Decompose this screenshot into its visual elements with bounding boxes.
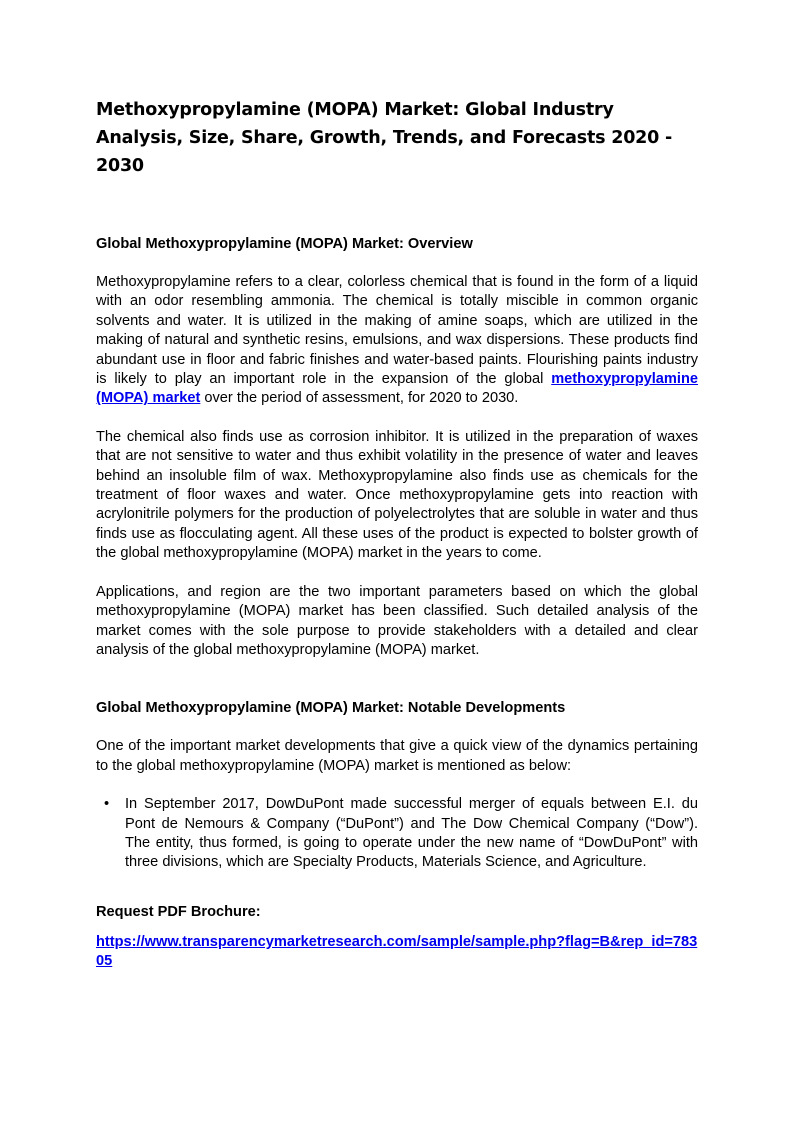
overview-paragraph-1-text-start: Methoxypropylamine refers to a clear, colorless chemical that is found in the form of a liquid with an odor resembling ammonia. The chemical is totally miscible in common organic solvents and water. It is utilized in the making of amine soaps, which are utilized in the making of natural and synthetic resins, emulsions, and wax dispersions. These products find abundant use in floor and fabric finishes and water-based paints. Flourishing paints industry is likely to play an important role in the expansion of the global	[96, 274, 698, 388]
document-page	[96, 96, 698, 972]
mopa-market-link[interactable]: methoxypropylamine (MOPA) market	[96, 371, 698, 407]
brochure-link[interactable]: https://www.transparencymarketresearch.com/sample/sample.php?flag=B&rep_id=78305	[96, 933, 698, 970]
list-item-text: In September 2017, DowDuPont made successful merger of equals between E.I. du Pont de Nemours & Company (“DuPont”) and The Dow Chemical Company (“Dow”). The entity, thus formed, is going to operate under the new name of “DowDuPont” with three divisions, which are Specialty Products, Materials Science, and Agriculture.	[125, 796, 698, 871]
list-item	[96, 795, 698, 873]
overview-paragraph-1-text-end: over the period of assessment, for 2020 to 2030.	[200, 390, 519, 407]
overview-paragraph-2: The chemical also finds use as corrosion inhibitor. It is utilized in the preparation of waxes that are not sensitive to water and thus exhibit volatility in the presence of water and leaves behind an insoluble film of wax. Methoxypropylamine also finds use as chemicals for the treatment of floor waxes and water. Once methoxypropylamine gets into reaction with acrylonitrile polymers for the production of polyelectrolytes that are soluble in water and thus finds use as flocculating agent. All these uses of the product is expected to bolster growth of the global methoxypropylamine (MOPA) market in the years to come.	[96, 428, 698, 562]
overview-paragraph-3: Applications, and region are the two important parameters based on which the global methoxypropylamine (MOPA) market has been classified. Such detailed analysis of the market comes with the sole purpose to provide stakeholders with a detailed and clear analysis of the global methoxypropylamine (MOPA) market.	[96, 583, 698, 658]
developments-heading: Global Methoxypropylamine (MOPA) Market: Notable Developments	[96, 700, 566, 717]
brochure-label: Request PDF Brochure:	[96, 903, 261, 920]
bullet-icon: •	[104, 796, 110, 813]
developments-list	[96, 795, 698, 873]
overview-heading: Global Methoxypropylamine (MOPA) Market: Overview	[96, 236, 473, 252]
overview-paragraph-1	[96, 273, 698, 409]
document-title: Methoxypropylamine (MOPA) Market: Global Industry Analysis, Size, Share, Growth, Trends, and Forecasts 2020 - 2030	[96, 100, 673, 176]
developments-intro: One of the important market developments that give a quick view of the dynamics pertaining to the global methoxypropylamine (MOPA) market is mentioned as below:	[96, 738, 698, 774]
